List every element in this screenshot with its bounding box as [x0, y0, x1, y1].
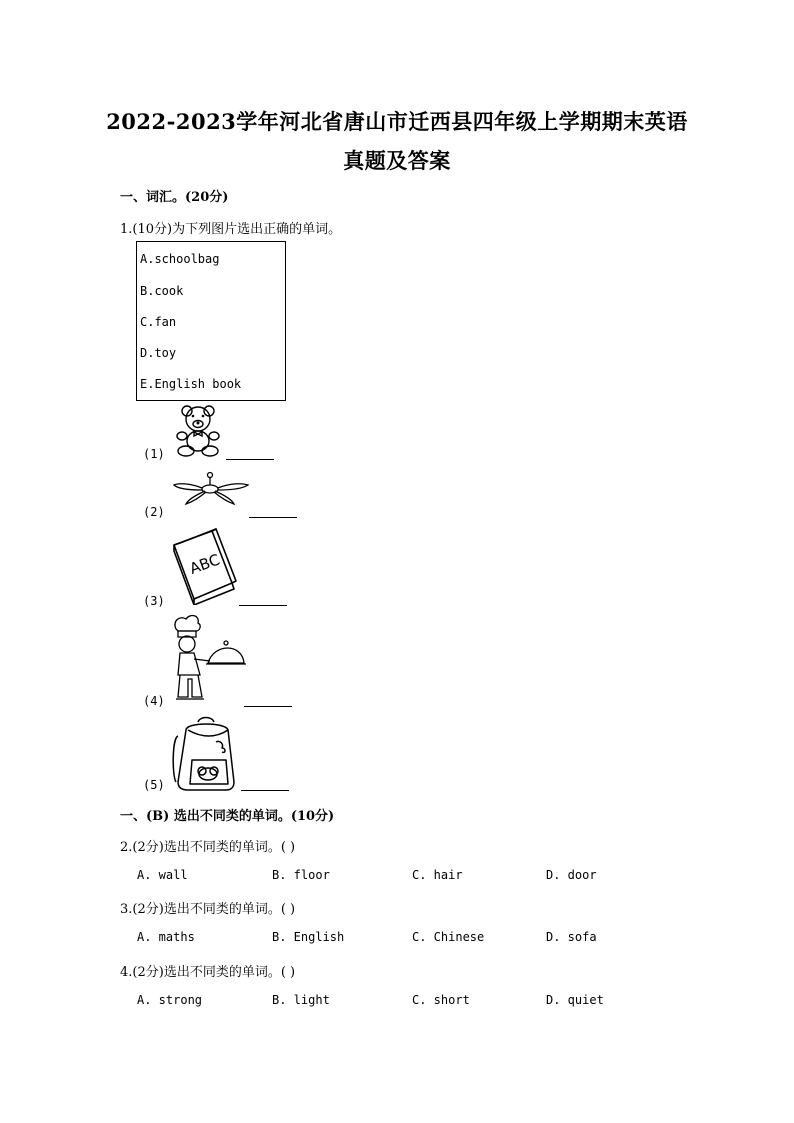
question-3-choice-c[interactable]: C. Chinese: [412, 930, 485, 944]
question-2-choice-d[interactable]: D. door: [546, 868, 597, 882]
item-5-number: (5): [143, 778, 165, 792]
teddy-bear-icon: [172, 404, 224, 458]
question-2-choice-a[interactable]: A. wall: [137, 868, 188, 882]
option-d: D.toy: [140, 346, 177, 360]
item-2-number: (2): [143, 505, 165, 519]
question-4-choice-c[interactable]: C. short: [412, 993, 470, 1007]
question-3-stem: 3.(2分)选出不同类的单词。( ): [120, 902, 296, 917]
item-1-answer-blank[interactable]: [226, 459, 274, 460]
question-3-choice-d[interactable]: D. sofa: [546, 930, 597, 944]
question-3-choice-b[interactable]: B. English: [272, 930, 345, 944]
question-2-choice-b[interactable]: B. floor: [272, 868, 330, 882]
item-2-answer-blank[interactable]: [249, 517, 297, 518]
option-e: E.English book: [140, 377, 242, 391]
section-2-heading: 一、(B) 选出不同类的单词。(10分): [120, 809, 335, 824]
question-4-choice-d[interactable]: D. quiet: [546, 993, 604, 1007]
item-4-number: (4): [143, 694, 165, 708]
option-a: A.schoolbag: [140, 252, 220, 266]
chef-icon: [170, 613, 246, 705]
question-4-choice-a[interactable]: A. strong: [137, 993, 203, 1007]
page-title-line-2: 真题及答案: [343, 148, 451, 173]
question-4-stem: 4.(2分)选出不同类的单词。( ): [120, 965, 296, 980]
question-4-choice-b[interactable]: B. light: [272, 993, 330, 1007]
book-cover-text: ABC: [187, 550, 223, 578]
schoolbag-icon: [172, 716, 240, 792]
question-3-choice-a[interactable]: A. maths: [137, 930, 195, 944]
option-c: C.fan: [140, 315, 177, 329]
item-3-number: (3): [143, 594, 165, 608]
section-1-heading: 一、词汇。(20分): [120, 190, 229, 205]
page-title-line-1: 2022-2023学年河北省唐山市迁西县四年级上学期期末英语: [106, 109, 688, 134]
question-1-stem: 1.(10分)为下列图片选出正确的单词。: [120, 222, 342, 237]
question-2-stem: 2.(2分)选出不同类的单词。( ): [120, 840, 296, 855]
item-1-number: (1): [143, 447, 165, 461]
option-b: B.cook: [140, 284, 184, 298]
item-3-answer-blank[interactable]: [239, 605, 287, 606]
ceiling-fan-icon: [172, 471, 250, 507]
word-options-box: [136, 241, 286, 401]
abc-book-icon: [170, 527, 238, 605]
item-4-answer-blank[interactable]: [244, 706, 292, 707]
item-5-answer-blank[interactable]: [241, 790, 289, 791]
question-2-choice-c[interactable]: C. hair: [412, 868, 463, 882]
